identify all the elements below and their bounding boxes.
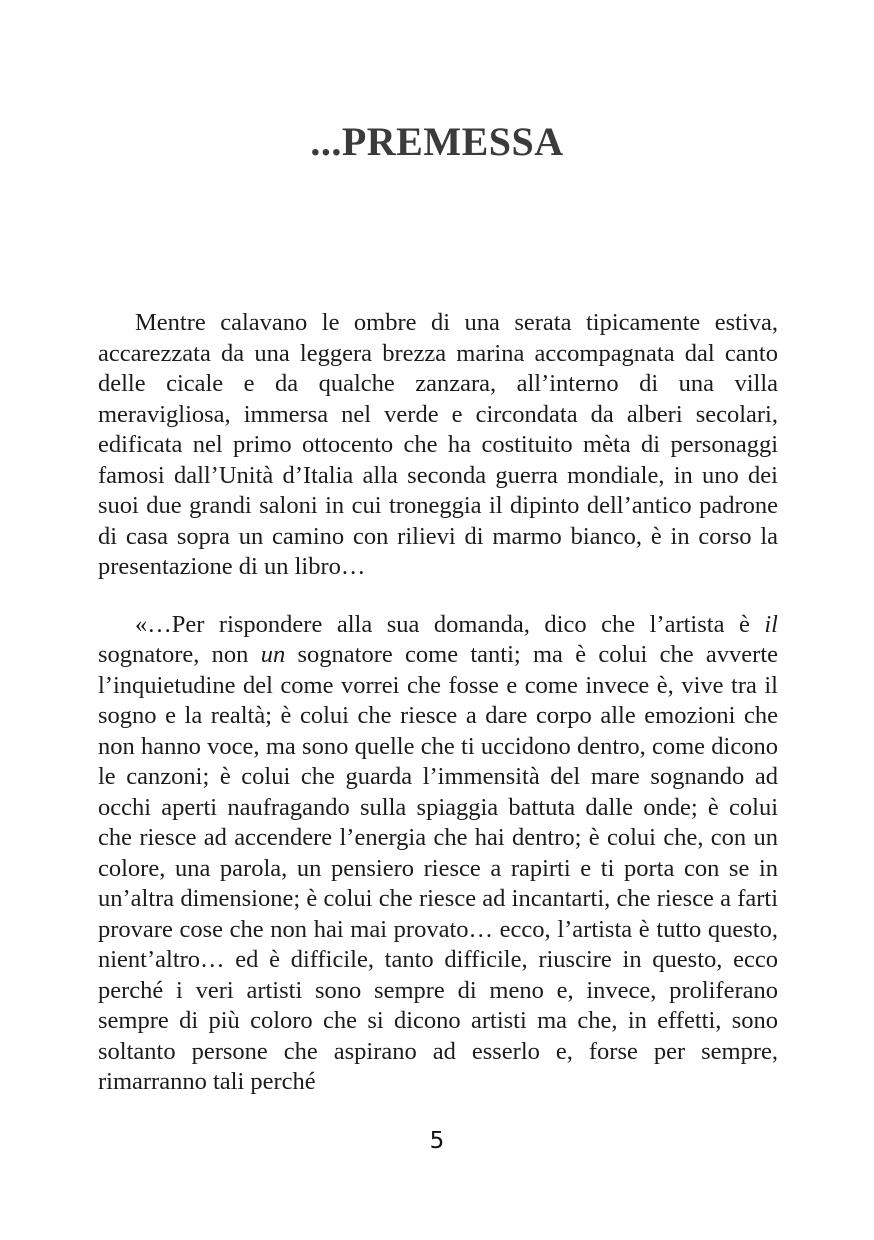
page-content bbox=[98, 308, 778, 1098]
paragraph-quote bbox=[98, 610, 778, 1098]
paragraph-intro: Mentre calavano le ombre di una serata tipicamente estiva, accarezzata da una leggera brezza marina accompagnata dal canto delle cicale e da qualche zanzara, all’interno di una villa meravigliosa, immersa nel verde e circondata da alberi secolari, edificata nel primo ottocento che ha costituito mèta di personaggi famosi dall’Unità d’Italia alla seconda guerra mondiale, in uno dei suoi due grandi saloni in cui troneggia il dipinto dell’antico padrone di casa sopra un camino con rilievi di marmo bianco, è in corso la presentazione di un libro… bbox=[98, 309, 778, 580]
paragraph-quote-text: sognatore come tanti; ma è colui che avverte l’inquietudine del come vorrei che fosse e come invece è, vive tra il sogno e la realtà; è colui che riesce a dare corpo alle emozioni che non hanno voce, ma sono quelle che ti uccidono dentro, come dicono le canzoni; è colui che guarda l’immensità del mare sognando ad occhi aperti naufragando sulla spiaggia battuta dalle onde; è colui che riesce ad accendere l’energia che hai dentro; è colui che, con un colore, una parola, un pensiero riesce a rapirti e ti porta con se in un’altra dimensione; è colui che riesce ad incantarti, che riesce a farti provare cose che non hai mai provato… ecco, l’artista è tutto questo, nient’altro… ed è difficile, tanto difficile, riuscire in questo, ecco perché i veri artisti sono sempre di meno e, invece, proliferano sempre di più coloro che si dicono artisti ma che, in effetti, sono soltanto persone che aspirano ad esserlo e, forse per sempre, rimarranno tali perché bbox=[98, 641, 779, 1095]
paragraph-quote-text: «…Per rispondere alla sua domanda, dico che l’artista è bbox=[135, 610, 765, 638]
italic-word-il: il bbox=[764, 610, 778, 638]
italic-word-un: un bbox=[260, 641, 286, 668]
paragraph-quote-text: sognatore, non bbox=[98, 641, 261, 668]
page-number: 5 bbox=[429, 1128, 445, 1154]
chapter-title: ...PREMESSA bbox=[310, 119, 564, 164]
